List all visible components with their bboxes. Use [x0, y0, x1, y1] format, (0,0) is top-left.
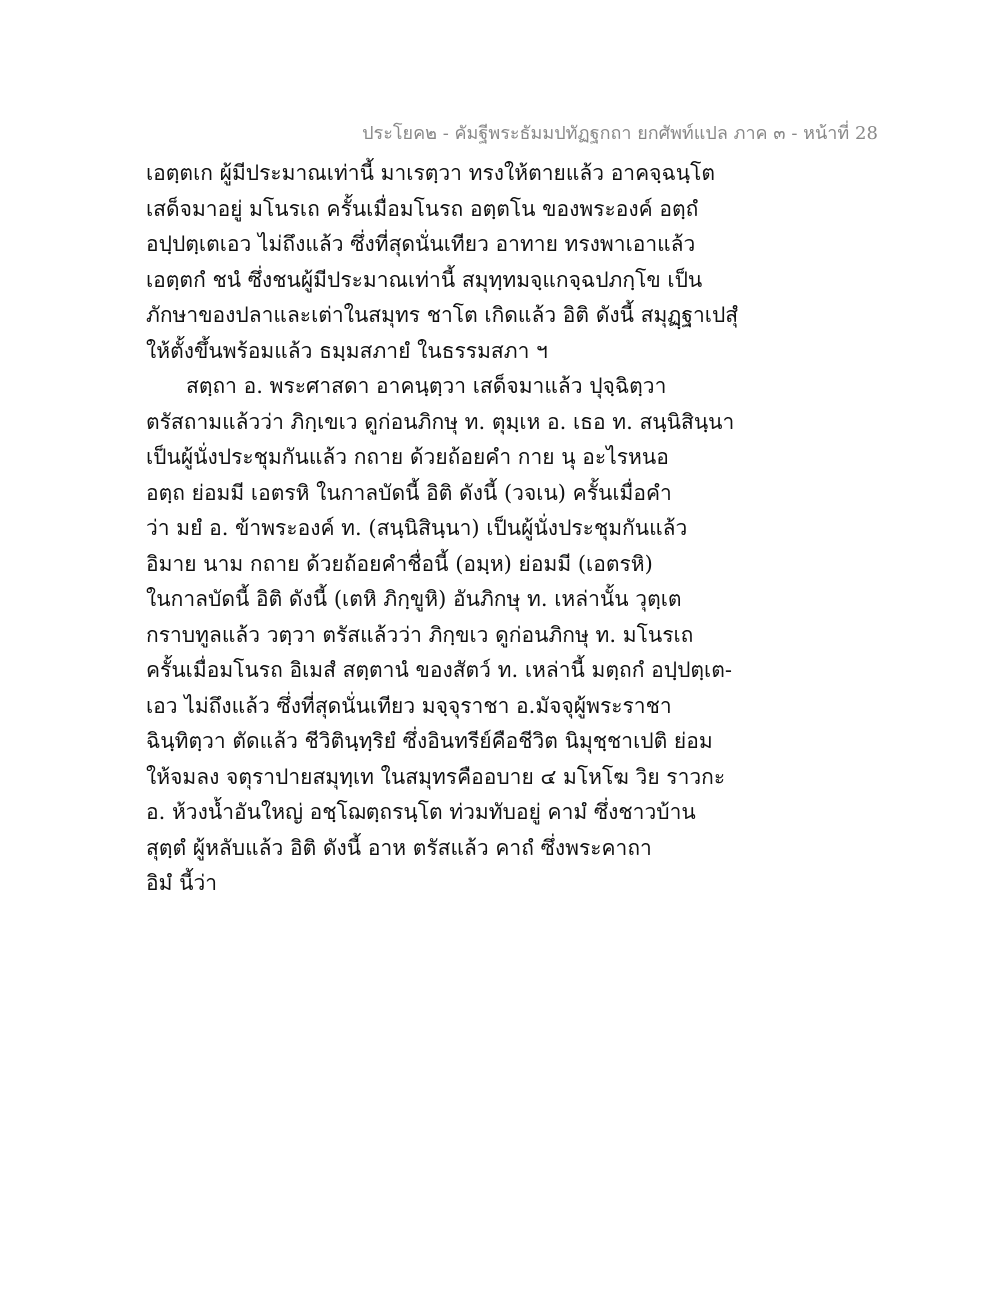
text-line: ภักษาของปลาและเต่าในสมุทร ชาโต เกิดแล้ว อิติ ดังนี้ สมุฏฺฐาเปสุํ — [146, 303, 739, 327]
text-line: ให้ตั้งขึ้นพร้อมแล้ว ธมฺมสภายํ ในธรรมสภา ฯ — [146, 338, 548, 363]
text-line: กราบทูลแล้ว วตฺวา ตรัสแล้วว่า ภิกฺขเว ดูก่อนภิกษุ ท. มโนรเถ — [146, 622, 694, 647]
text-line: เอตฺตเก ผู้มีประมาณเท่านี้ มาเรตฺวา ทรงให้ตายแล้ว อาคจฺฉนฺโต — [146, 161, 716, 185]
text-line: อิมาย นาม กถาย ด้วยถ้อยคำชื่อนี้ (อมฺห) ย่อมมี (เอตรหิ) — [146, 551, 653, 576]
text-line: เสด็จมาอยู่ มโนรเถ ครั้นเมื่อมโนรถ อตฺตโน ของพระองค์ อตฺถํ — [146, 196, 699, 221]
body-text — [146, 156, 746, 902]
text-line: ฉินฺทิตฺวา ตัดแล้ว ชีวิตินฺทฺริยํ ซึ่งอินทรีย์คือชีวิต นิมุชฺชาเปติ ย่อม — [146, 729, 713, 753]
text-line: ครั้นเมื่อมโนรถ อิเมสํ สตฺตานํ ของสัตว์ ท. เหล่านี้ มตฺถกํ อปฺปตฺเต- — [146, 658, 732, 682]
text-line: สุตฺตํ ผู้หลับแล้ว อิติ ดังนี้ อาห ตรัสแล้ว คาถํ ซึ่งพระคาถา — [146, 835, 652, 860]
text-line: เป็นผู้นั่งประชุมกันแล้ว กถาย ด้วยถ้อยคำ กาย นุ อะไรหนอ — [146, 445, 669, 469]
text-line: ว่า มยํ อ. ข้าพระองค์ ท. (สนฺนิสินฺนา) เป็นผู้นั่งประชุมกันแล้ว — [146, 516, 688, 540]
text-line: เอว ไม่ถึงแล้ว ซึ่งที่สุดนั่นเทียว มจฺจุราชา อ.มัจจุผู้พระราชา — [146, 693, 672, 718]
text-line: เอตฺตกํ ชนํ ซึ่งชนผู้มีประมาณเท่านี้ สมุทฺทมจฺแกจฺฉปภกฺโข เป็น — [146, 267, 703, 292]
text-line: อ. ห้วงน้ำอันใหญ่ อชฺโฌตฺถรนฺโต ท่วมทับอยู่ คามํ ซึ่งชาวบ้าน — [146, 800, 696, 824]
page-header — [0, 120, 1000, 148]
running-header-text: ประโยค๒ - คัมฐีพระธัมมปทัฏฐกถา ยกศัพท์แปล ภาค ๓ - หน้าที่ 28 — [362, 123, 878, 144]
text-line: ในกาลบัดนี้ อิติ ดังนี้ (เตหิ ภิกฺขูหิ) อันภิกษุ ท. เหล่านั้น วุตฺเต — [146, 587, 682, 611]
text-line: อตฺถ ย่อมมี เอตรหิ ในกาลบัดนี้ อิติ ดังนี้ (วจเน) ครั้นเมื่อคำ — [146, 480, 672, 505]
text-line: ตรัสถามแล้วว่า ภิกฺเขเว ดูก่อนภิกษุ ท. ตุมฺเห อ. เธอ ท. สนฺนิสินฺนา — [146, 409, 735, 434]
text-line: อิมํ นี้ว่า — [146, 871, 218, 895]
text-line: อปฺปตฺเตเอว ไม่ถึงแล้ว ซึ่งที่สุดนั่นเทียว อาทาย ทรงพาเอาแล้ว — [146, 232, 696, 256]
text-line: ให้จมลง จตุราปายสมุทฺเท ในสมุทรคืออบาย ๔ มโหโฆ วิย ราวกะ — [146, 764, 726, 789]
text-line-paragraph-start: สตฺถา อ. พระศาสดา อาคนฺตฺวา เสด็จมาแล้ว ปุจฺฉิตฺวา — [186, 374, 667, 398]
